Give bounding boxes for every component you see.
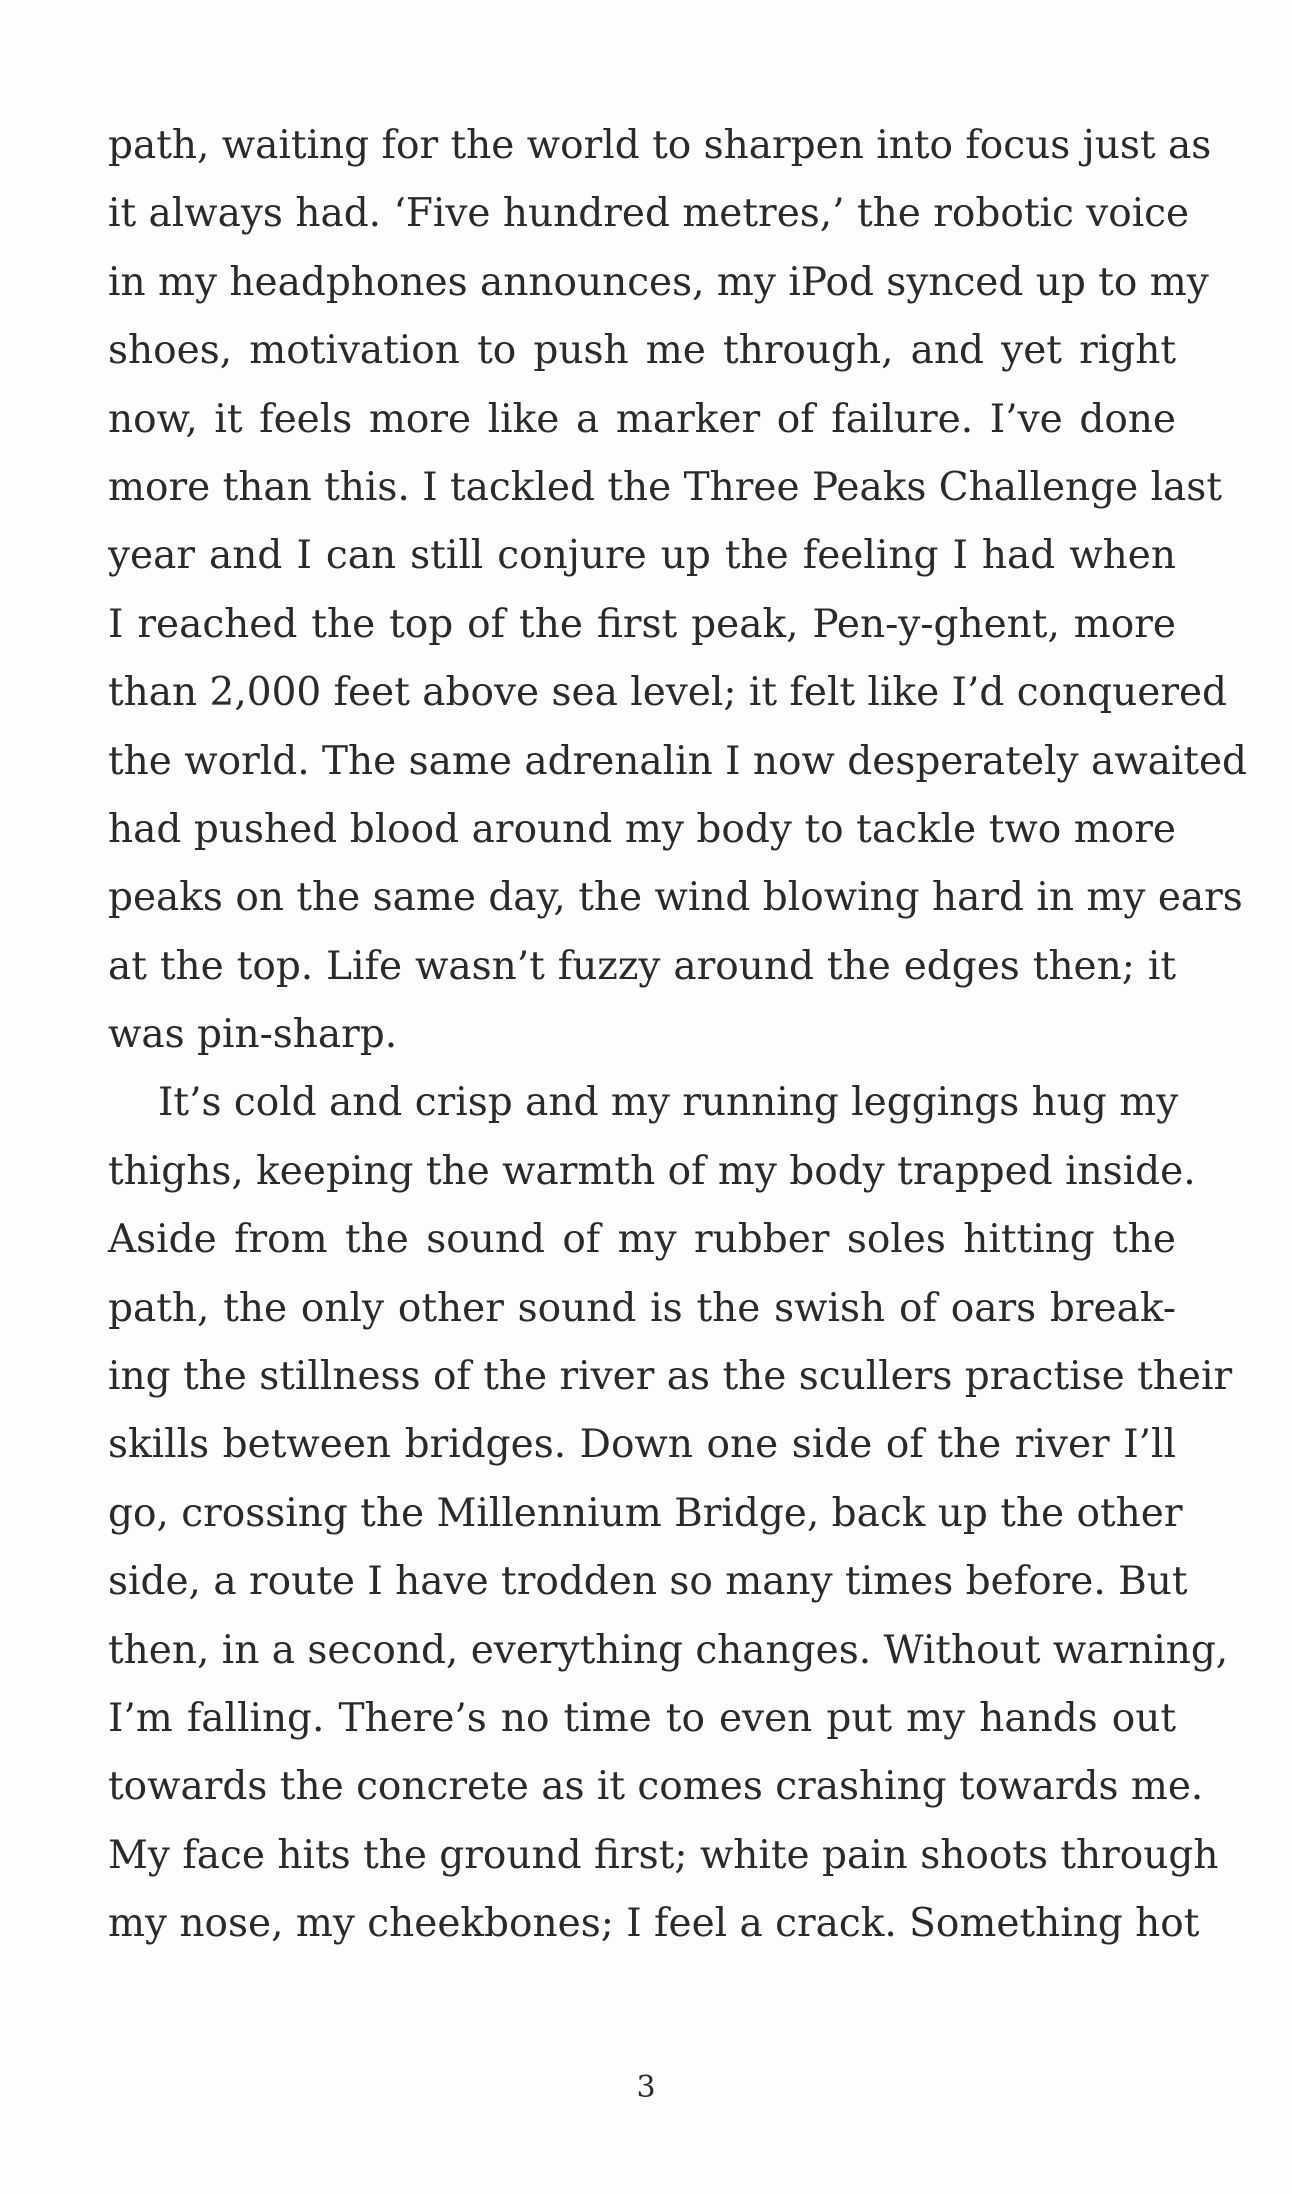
text-line: My face hits the ground first; white pain shoots through <box>108 1832 1219 1878</box>
text-line: I’m falling. There’s no time to even put my hands out <box>108 1695 1176 1741</box>
text-line: had pushed blood around my body to tackle two more <box>108 806 1176 852</box>
text-line: at the top. Life wasn’t fuzzy around the edges then; it <box>108 943 1176 989</box>
text-line: now, it feels more like a marker of failure. I’ve done <box>108 396 1176 442</box>
text-line: path, waiting for the world to sharpen into focus just as <box>108 123 1212 168</box>
paragraph <box>108 112 1248 1069</box>
text-line: thighs, keeping the warmth of my body trapped inside. <box>108 1148 1196 1194</box>
text-line: year and I can still conjure up the feeling I had when <box>108 533 1176 579</box>
text-line: in my headphones announces, my iPod synced up to my <box>108 259 1209 305</box>
text-line: it always had. ‘Five hundred metres,’ the robotic voice <box>108 191 1190 237</box>
text-line: ing the stillness of the river as the scullers practise their <box>108 1354 1233 1400</box>
text-line: shoes, motivation to push me through, and yet right <box>108 328 1176 374</box>
page-number: 3 <box>636 2070 656 2105</box>
text-line: towards the concrete as it comes crashing towards me. <box>108 1764 1204 1810</box>
text-line: more than this. I tackled the Three Peaks Challenge last <box>108 464 1222 510</box>
text-line: was pin-sharp. <box>108 1012 398 1058</box>
text-line: than 2,000 feet above sea level; it felt like I’d conquered <box>108 670 1228 716</box>
text-line: my nose, my cheekbones; I feel a crack. Something hot <box>108 1901 1200 1947</box>
text-line: skills between bridges. Down one side of the river I’ll <box>108 1422 1176 1468</box>
text-line: Aside from the sound of my rubber soles hitting the <box>108 1217 1176 1263</box>
text-line: side, a route I have trodden so many times before. But <box>108 1559 1188 1605</box>
text-line: path, the only other sound is the swish of oars break- <box>108 1285 1176 1331</box>
text-line: It’s cold and crisp and my running leggings hug my <box>158 1080 1179 1126</box>
text-line: I reached the top of the first peak, Pen-y-ghent, more <box>108 601 1176 647</box>
text-line: the world. The same adrenalin I now desperately awaited <box>108 738 1248 784</box>
text-line: then, in a second, everything changes. Without warning, <box>108 1627 1229 1673</box>
body-text <box>108 112 1248 1959</box>
text-line: peaks on the same day, the wind blowing hard in my ears <box>108 875 1243 921</box>
paragraph <box>108 1069 1233 1958</box>
text-line: go, crossing the Millennium Bridge, back up the other <box>108 1490 1183 1536</box>
